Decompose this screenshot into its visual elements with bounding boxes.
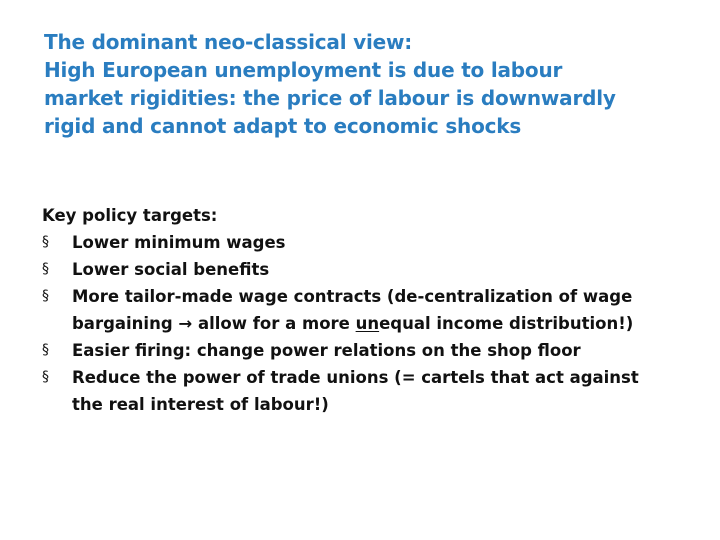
bullet-text: Lower minimum wages (72, 233, 286, 252)
policy-targets (42, 202, 702, 418)
bullet-text-continuation: the real interest of labour!) (72, 395, 329, 414)
bullet-text: More tailor-made wage contracts (de-centralization of wage (72, 287, 633, 306)
list-item (42, 364, 702, 418)
bullet-text: Easier firing: change power relations on the shop floor (72, 341, 581, 360)
bullet-marker: § (42, 261, 49, 277)
bullet-text: Lower social benefits (72, 260, 270, 279)
list-item (42, 283, 702, 337)
slide-title (44, 28, 694, 140)
bullet-text-part: equal income distribution!) (379, 314, 634, 333)
list-item (42, 256, 702, 283)
bullet-text: Reduce the power of trade unions (= cartels that act against (72, 368, 639, 387)
bullet-marker: § (42, 234, 49, 250)
bullet-list (42, 229, 702, 418)
bullet-marker: § (42, 288, 49, 304)
list-item (42, 229, 702, 256)
title-line: market rigidities: the price of labour is downwardly (44, 86, 616, 110)
bullet-text-continuation (72, 310, 702, 337)
bullet-marker: § (42, 369, 49, 385)
policy-heading: Key policy targets: (42, 206, 218, 225)
title-line: High European unemployment is due to labour (44, 58, 563, 82)
underlined-text: un (355, 314, 380, 333)
title-line: The dominant neo-classical view: (44, 30, 413, 54)
title-line: rigid and cannot adapt to economic shocks (44, 114, 522, 138)
bullet-marker: § (42, 342, 49, 358)
bullet-text-part: bargaining → allow for a more (72, 314, 356, 333)
list-item (42, 337, 702, 364)
